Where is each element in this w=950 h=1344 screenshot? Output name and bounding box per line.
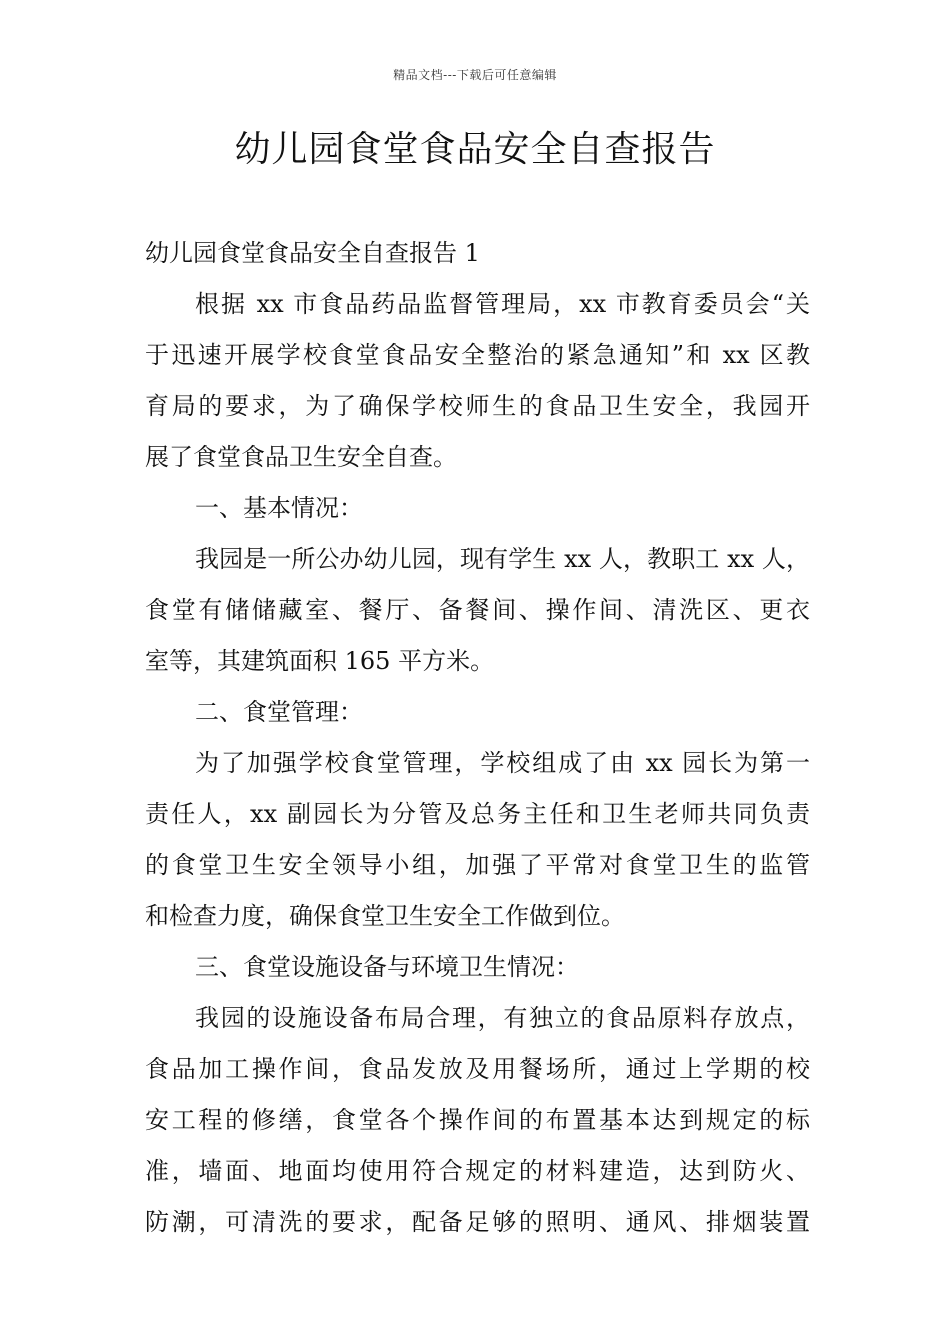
text-line: 我园是一所公办幼儿园，现有学生 xx 人，教职工 xx 人， xyxy=(195,545,810,573)
text-line: 展了食堂食品卫生安全自查。 xyxy=(145,443,457,471)
text-line: 室等，其建筑面积 165 平方米。 xyxy=(145,647,495,675)
page-header-note: 精品文档---下载后可任意编辑 xyxy=(393,68,557,82)
text-line: 根据 xx 市食品药品监督管理局，xx 市教育委员会“关 xyxy=(195,290,810,318)
text-line: 防潮，可清洗的要求，配备足够的照明、通风、排烟装置 xyxy=(145,1208,810,1236)
text-line: 的食堂卫生安全领导小组，加强了平常对食堂卫生的监管 xyxy=(145,851,810,879)
text-line: 食品加工操作间，食品发放及用餐场所，通过上学期的校 xyxy=(145,1055,810,1083)
text-line: 和检查力度，确保食堂卫生安全工作做到位。 xyxy=(145,902,625,930)
text-line: 食堂有储储藏室、餐厅、备餐间、操作间、清洗区、更衣 xyxy=(145,596,810,624)
document-title: 幼儿园食堂食品安全自查报告 xyxy=(234,129,716,170)
text-line: 育局的要求，为了确保学校师生的食品卫生安全，我园开 xyxy=(145,392,810,420)
text-line: 三、食堂设施设备与环境卫生情况： xyxy=(195,953,579,981)
text-line: 准，墙面、地面均使用符合规定的材料建造，达到防火、 xyxy=(145,1157,810,1185)
text-line: 我园的设施设备布局合理，有独立的食品原料存放点， xyxy=(195,1004,810,1032)
text-line: 二、食堂管理： xyxy=(195,698,363,726)
document-body xyxy=(145,228,810,1248)
text-line: 幼儿园食堂食品安全自查报告 1 xyxy=(145,239,480,267)
text-line: 为了加强学校食堂管理，学校组成了由 xx 园长为第一 xyxy=(195,749,810,777)
text-line: 责任人，xx 副园长为分管及总务主任和卫生老师共同负责 xyxy=(145,800,810,828)
text-line: 于迅速开展学校食堂食品安全整治的紧急通知”和 xx 区教 xyxy=(145,341,810,369)
text-line: 安工程的修缮，食堂各个操作间的布置基本达到规定的标 xyxy=(145,1106,810,1134)
text-line: 一、基本情况： xyxy=(195,494,363,522)
